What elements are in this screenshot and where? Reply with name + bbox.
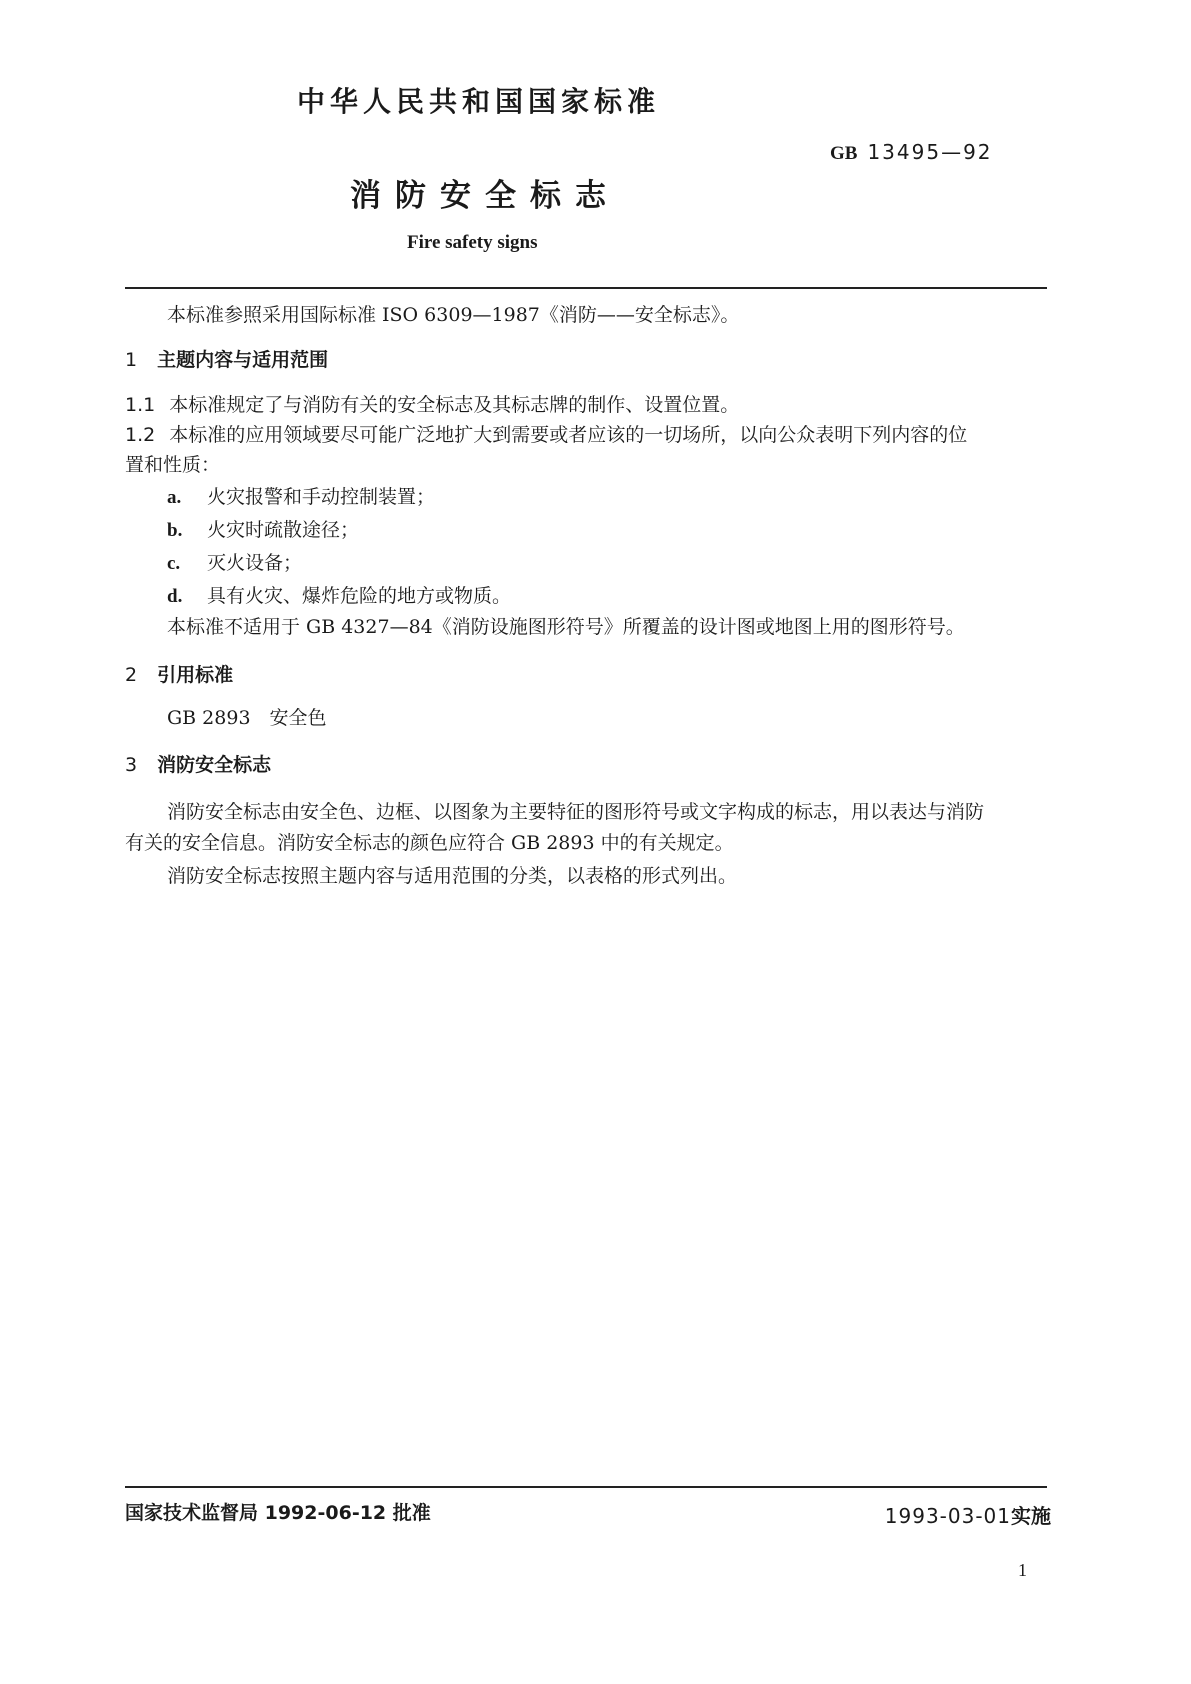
section-1-title: 主题内容与适用范围: [157, 349, 329, 371]
section-3-paragraph-2: 消防安全标志按照主题内容与适用范围的分类，以表格的形式列出。: [167, 865, 738, 887]
section-1-number: 1: [125, 349, 138, 371]
section-2-heading: [125, 660, 233, 687]
footer-divider: [125, 1486, 1047, 1488]
approval-info: 国家技术监督局 1992-06-12 批准: [125, 1502, 431, 1524]
page-number: 1: [1018, 1560, 1027, 1580]
section-3-paragraph-1-continuation: 有关的安全信息。消防安全标志的颜色应符合 GB 2893 中的有关规定。: [125, 832, 734, 854]
clause-1-2-text: 本标准的应用领域要尽可能广泛地扩大到需要或者应该的一切场所，以向公众表明下列内容的位: [169, 424, 968, 446]
effective-date: 1993-03-01: [884, 1504, 1011, 1528]
clause-1-1-number: 1.1: [125, 394, 156, 416]
section-3-number: 3: [125, 754, 138, 776]
section-2-number: 2: [125, 664, 138, 686]
list-item-text: 具有火灾、爆炸危险的地方或物质。: [207, 585, 512, 607]
section-3-paragraph-1: 消防安全标志由安全色、边框、以图象为主要特征的图形符号或文字构成的标志，用以表达与消防: [167, 801, 985, 823]
document-title-cn: 消防安全标志: [350, 178, 620, 214]
list-item-text: 灭火设备；: [207, 552, 303, 574]
section-1-heading: [125, 345, 328, 372]
standard-number: [830, 140, 993, 165]
clause-1-2: [125, 420, 967, 450]
effective-label: 实施: [1011, 1504, 1051, 1528]
standard-prefix: GB: [830, 143, 858, 164]
list-item-letter: c.: [167, 553, 181, 574]
issuer-heading: 中华人民共和国国家标准: [296, 85, 660, 118]
section-2-title: 引用标准: [157, 664, 234, 686]
document-title-en: Fire safety signs: [407, 232, 538, 253]
section-3-title: 消防安全标志: [157, 754, 272, 776]
clause-1-1-text: 本标准规定了与消防有关的安全标志及其标志牌的制作、设置位置。: [169, 394, 740, 416]
clause-1-2-continuation: 置和性质：: [125, 454, 221, 476]
header-divider: [125, 287, 1047, 289]
list-item-letter: b.: [167, 520, 183, 541]
normative-reference: GB 2893 安全色: [167, 707, 327, 729]
clause-1-1: [125, 390, 739, 420]
standard-code: 13495—92: [867, 140, 993, 164]
list-item: [167, 482, 435, 513]
list-item: [167, 515, 359, 546]
intro-paragraph: 本标准参照采用国际标准 ISO 6309—1987《消防——安全标志》。: [167, 304, 740, 326]
scope-exclusion-note: 本标准不适用于 GB 4327—84《消防设施图形符号》所覆盖的设计图或地图上用的图形符号。: [167, 616, 965, 638]
list-item-letter: a.: [167, 487, 182, 508]
list-item: [167, 548, 302, 579]
clause-1-2-number: 1.2: [125, 424, 156, 446]
list-item: [167, 581, 511, 612]
list-item-letter: d.: [167, 586, 183, 607]
list-item-text: 火灾时疏散途径；: [207, 519, 360, 541]
section-3-heading: [125, 750, 271, 777]
effective-info: [885, 1500, 1051, 1529]
list-item-text: 火灾报警和手动控制装置；: [207, 486, 436, 508]
